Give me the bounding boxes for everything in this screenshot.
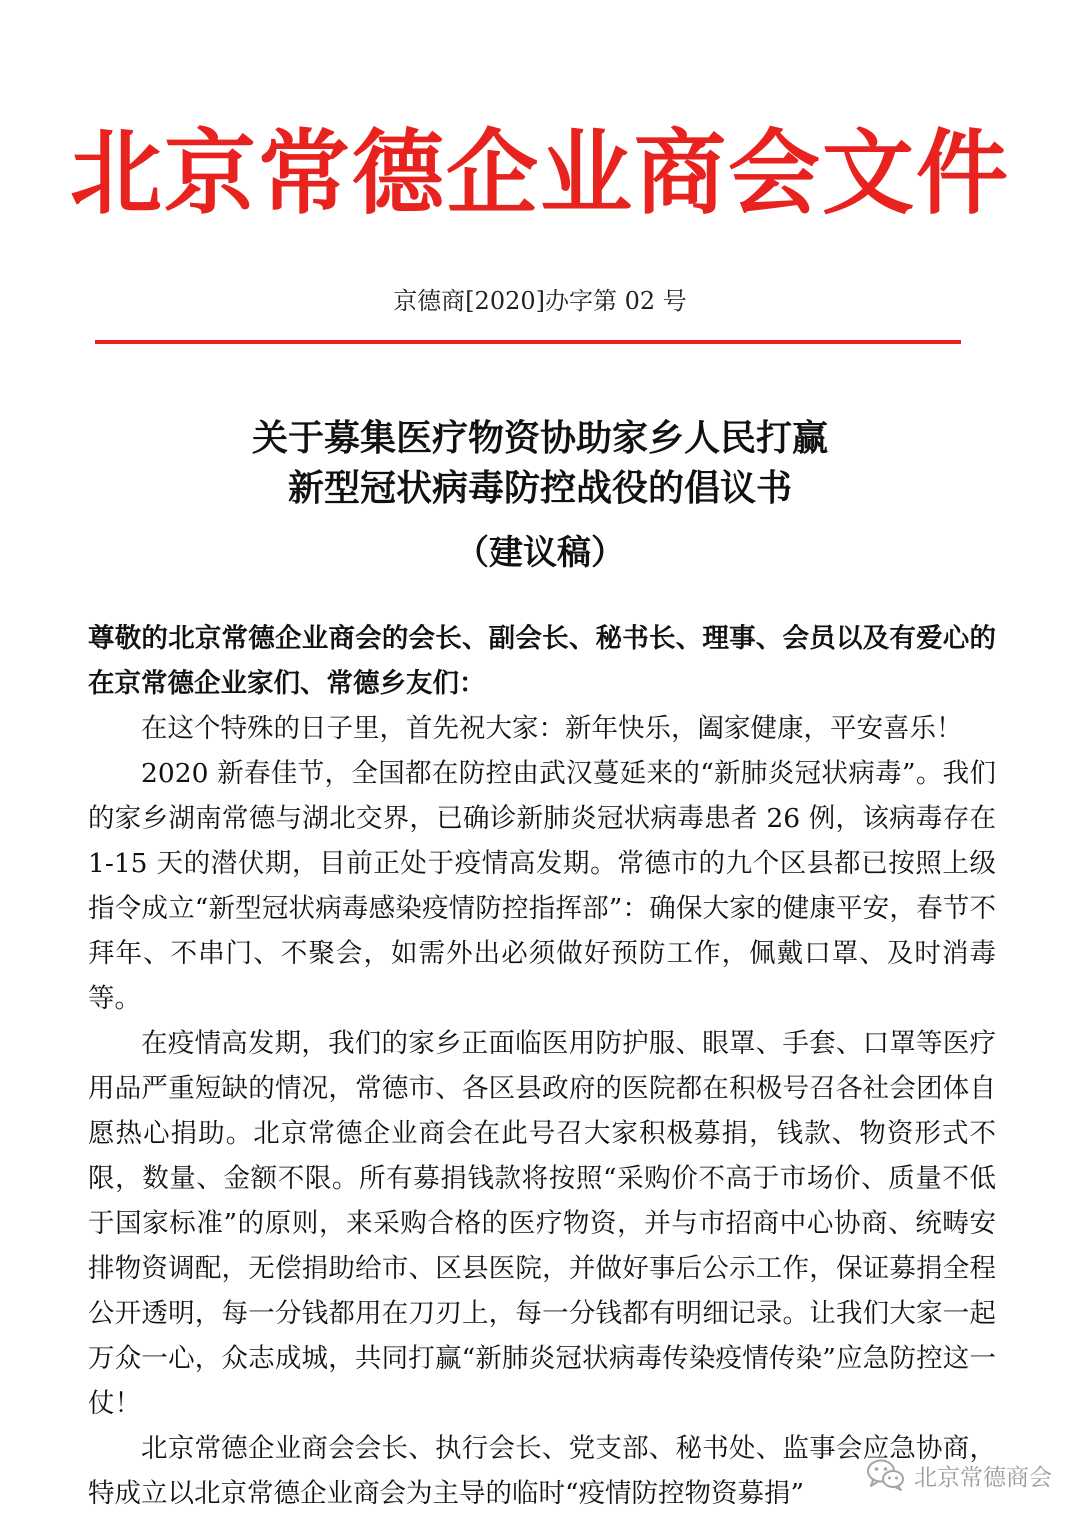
title-line-2: 新型冠状病毒防控战役的倡议书 xyxy=(287,468,792,509)
wechat-watermark xyxy=(866,1455,1052,1495)
paragraph-3: 在疫情高发期，我们的家乡正面临医用防护服、眼罩、手套、口罩等医疗用品严重短缺的情况，常德市、各区县政府的医院都在积极号召各社会团体自愿热心捐助。北京常德企业商会在此号召大家积极募捐，钱款、物资形式不限，数量、金额不限。所有募捐钱款将按照“采购价不高于市场价、质量不低于国家标准”的原则，来采购合格的医疗物资，并与市招商中心协商、统畴安排物资调配，无偿捐助给市、区县医院，并做好事后公示工作，保证募捐全程公开透明，每一分钱都用在刀刃上，每一分钱都有明细记录。让我们大家一起万众一心，众志成城，共同打赢“新肺炎冠状病毒传染疫情传染”应急防控这一仗！ xyxy=(88,1028,996,1419)
document-body xyxy=(88,616,996,1516)
paragraph-2: 2020 新春佳节，全国都在防控由武汉蔓延来的“新肺炎冠状病毒”。我们的家乡湖南常德与湖北交界，已确诊新肺炎冠状病毒患者 26 例，该病毒存在 1-15 天的潜伏期，目前正处于疫情高发期。常德市的九个区县都已按照上级指令成立“新型冠状病毒感染疫情防控指挥部”：确保大家的健康平安，春节不拜年、不串门、不聚会，如需外出必须做好预防工作，佩戴口罩、及时消毒等。 xyxy=(88,758,996,1014)
document-header-title: 北京常德企业商会文件 xyxy=(69,120,1010,227)
paragraph-4: 北京常德企业商会会长、执行会长、党支部、秘书处、监事会应急协商，特成立以北京常德企业商会为主导的临时“疫情防控物资募捐” xyxy=(88,1433,996,1509)
document-title xyxy=(0,414,1080,514)
title-line-1: 关于募集医疗物资协助家乡人民打赢 xyxy=(251,418,828,459)
salutation: 尊敬的北京常德企业商会的会长、副会长、秘书长、理事、会员以及有爱心的在京常德企业家们、常德乡友们： xyxy=(88,623,996,699)
paragraph-1: 在这个特殊的日子里，首先祝大家：新年快乐，阖家健康，平安喜乐！ xyxy=(141,713,963,744)
red-divider-line xyxy=(95,340,961,344)
document-subtitle: （建议稿） xyxy=(455,533,625,573)
wechat-icon xyxy=(866,1458,906,1492)
document-number: 京德商[2020]办字第 02 号 xyxy=(393,287,687,315)
watermark-label: 北京常德商会 xyxy=(914,1464,1052,1491)
